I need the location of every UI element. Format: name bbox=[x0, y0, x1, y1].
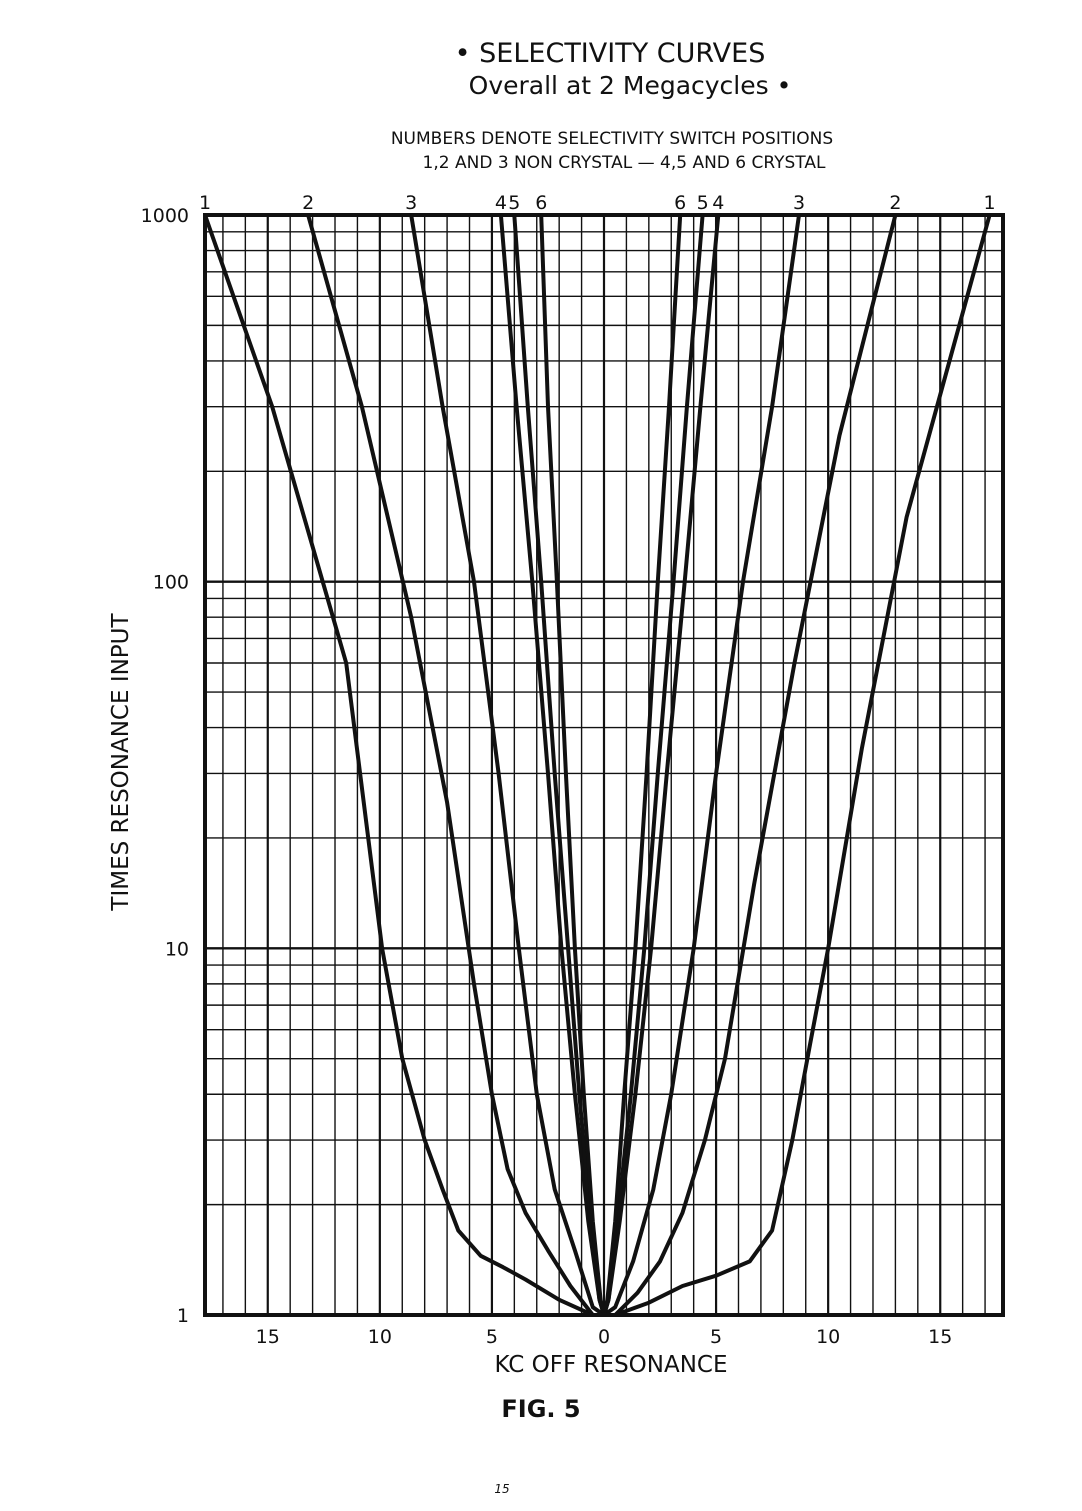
grid bbox=[205, 215, 1003, 1315]
curve-position-2 bbox=[308, 215, 895, 1315]
curve-position-label: 4 bbox=[494, 192, 507, 214]
x-tick-label: 10 bbox=[816, 1326, 841, 1348]
curve-position-label: 3 bbox=[792, 192, 806, 214]
curve-position-label: 6 bbox=[674, 192, 687, 214]
y-tick-label: 1000 bbox=[140, 205, 189, 227]
chart-note-line-1: NUMBERS DENOTE SELECTIVITY SWITCH POSITIONS bbox=[390, 129, 834, 149]
curve-position-label: 4 bbox=[712, 192, 725, 214]
x-tick-label: 0 bbox=[597, 1326, 611, 1348]
curve-position-label: 1 bbox=[983, 192, 996, 214]
curve-position-label: 6 bbox=[535, 192, 548, 214]
curve-position-5 bbox=[514, 215, 702, 1315]
curve-position-label: 3 bbox=[405, 192, 418, 214]
y-tick-label: 100 bbox=[152, 571, 189, 594]
curve-position-label: 2 bbox=[302, 192, 315, 214]
y-tick-label: 10 bbox=[164, 938, 189, 961]
chart-note-line-2: 1,2 AND 3 NON CRYSTAL — 4,5 AND 6 CRYSTAL bbox=[422, 153, 826, 173]
curve-position-labels bbox=[199, 192, 996, 214]
chart-title: • SELECTIVITY CURVES bbox=[454, 38, 766, 69]
x-tick-label: 5 bbox=[710, 1326, 723, 1348]
page-number: 15 bbox=[494, 1482, 510, 1496]
x-tick-label: 15 bbox=[928, 1326, 953, 1348]
curve-position-4 bbox=[501, 215, 718, 1315]
x-tick-label: 15 bbox=[255, 1326, 280, 1348]
selectivity-curves bbox=[205, 215, 990, 1315]
figure-label: FIG. 5 bbox=[501, 1395, 581, 1423]
x-axis-label: KC OFF RESONANCE bbox=[494, 1352, 728, 1378]
y-axis-label: TIMES RESONANCE INPUT bbox=[108, 613, 134, 911]
curve-position-1 bbox=[205, 215, 990, 1315]
y-tick-label: 1 bbox=[176, 1305, 189, 1327]
curve-position-label: 2 bbox=[889, 192, 902, 214]
chart-subtitle: Overall at 2 Megacycles • bbox=[468, 71, 792, 100]
x-tick-label: 10 bbox=[367, 1326, 392, 1348]
x-tick-label: 5 bbox=[485, 1326, 498, 1348]
curve-position-label: 5 bbox=[696, 192, 709, 214]
curve-position-label: 1 bbox=[198, 192, 212, 214]
curve-position-label: 5 bbox=[508, 192, 521, 214]
